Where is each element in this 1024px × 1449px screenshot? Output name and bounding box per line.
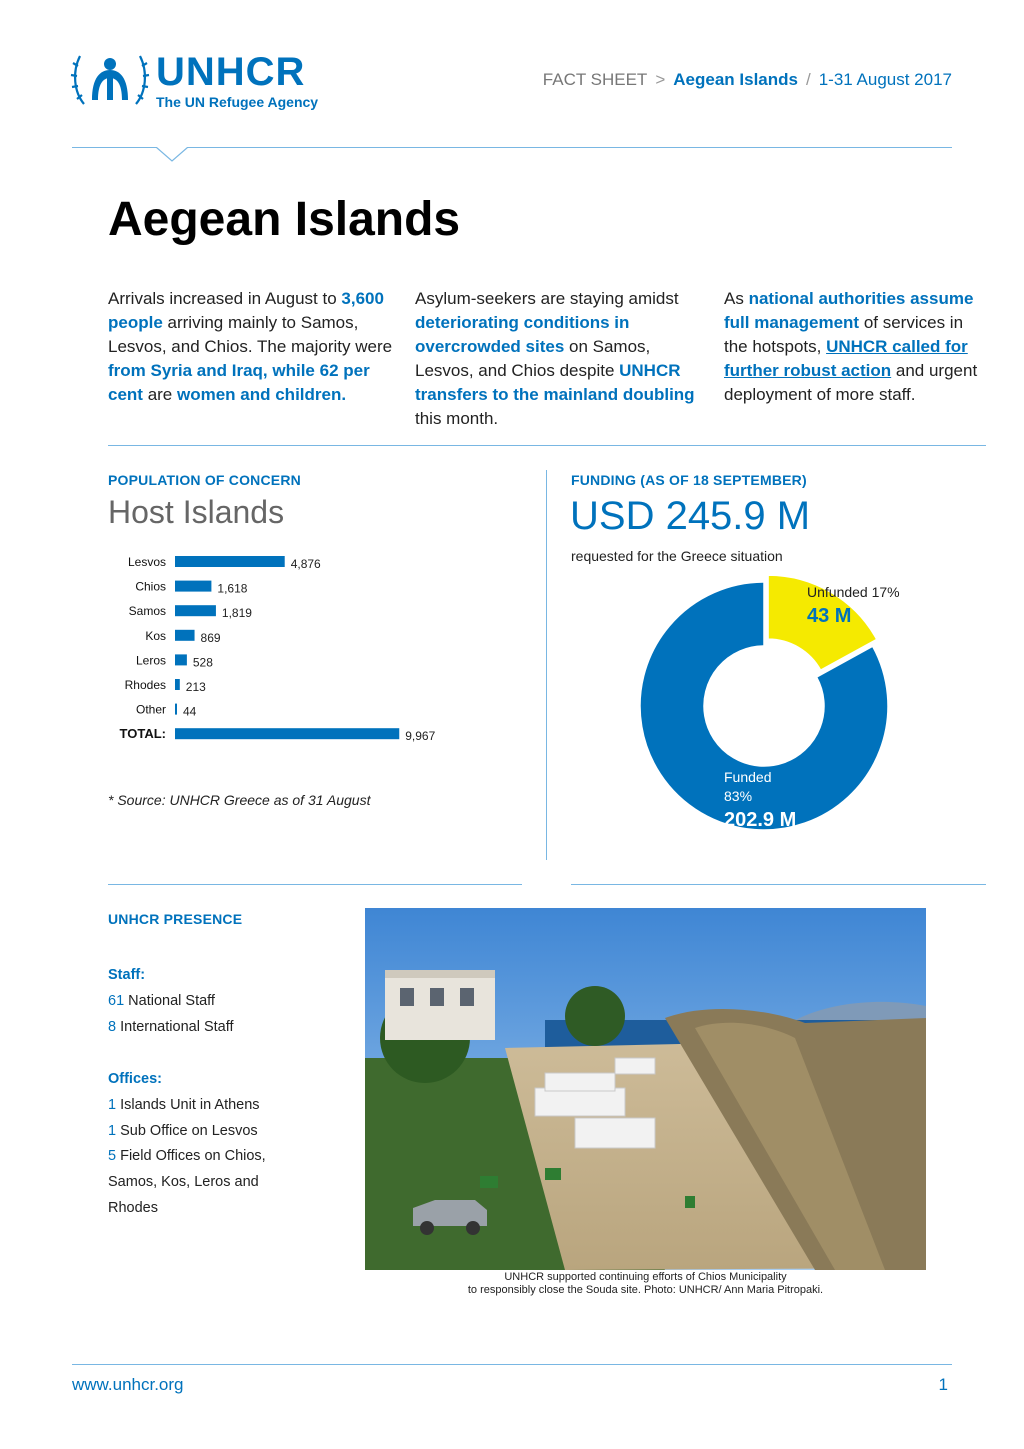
footer-divider <box>72 1364 952 1365</box>
page-title: Aegean Islands <box>108 193 461 246</box>
bar-category-label: Other <box>135 702 166 717</box>
unfunded-label: Unfunded 17% <box>807 584 900 600</box>
office-count: 1 <box>108 1097 117 1113</box>
office-item <box>108 1148 266 1164</box>
staff-label: International Staff <box>116 1019 234 1035</box>
bar-leros <box>175 654 187 665</box>
bar-value-label: 213 <box>185 680 206 694</box>
breadcrumb-separator: > <box>655 70 666 89</box>
highlight-column-2 <box>415 287 705 431</box>
staff-item <box>108 993 215 1009</box>
highlight-text: of services in the hotspots, <box>724 313 964 356</box>
office-label: Field Offices on Chios, <box>116 1148 266 1164</box>
highlight-text: are <box>142 385 177 404</box>
breadcrumb-slash: / <box>805 70 811 89</box>
source-note: * Source: UNHCR Greece as of 31 August <box>108 792 371 808</box>
photo-caption-line: to responsibly close the Souda site. Photo: UNHCR/ Ann Maria Pitropaki. <box>467 1284 824 1296</box>
bar-samos <box>175 605 216 616</box>
header-notch-icon <box>155 147 189 163</box>
offices-heading: Offices: <box>108 1071 162 1087</box>
unhcr-logo <box>70 48 350 118</box>
photo-illustration <box>365 908 926 1270</box>
doc-type: FACT SHEET <box>542 70 648 89</box>
office-item <box>108 1123 258 1139</box>
bar-category-label: Kos <box>145 628 166 643</box>
office-item-continued: Rhodes <box>108 1200 158 1216</box>
staff-count: 61 <box>108 993 125 1009</box>
office-label: Islands Unit in Athens <box>116 1097 260 1113</box>
bar-other <box>175 704 177 715</box>
funded-amount: 202.9 M <box>724 809 797 831</box>
unfunded-amount: 43 M <box>807 605 852 627</box>
highlight-text: Arrivals increased in August to <box>108 289 342 308</box>
highlight-emphasis: UNHCR transfers to the mainland doubling <box>415 361 695 404</box>
logo-name: UNHCR <box>156 50 306 94</box>
breadcrumb-location: Aegean Islands <box>673 70 798 89</box>
funded-percent: 83% <box>724 788 753 804</box>
bar-category-label: Leros <box>135 653 166 668</box>
office-label: Sub Office on Lesvos <box>116 1123 258 1139</box>
logo-tagline: The UN Refugee Agency <box>156 94 319 110</box>
bar-value-label: 9,967 <box>405 729 436 744</box>
page-number: 1 <box>938 1375 948 1394</box>
host-islands-subtitle: Host Islands <box>108 494 285 530</box>
bar-rhodes <box>175 679 180 690</box>
breadcrumb-period: 1-31 August 2017 <box>818 70 952 89</box>
bar-chios <box>175 581 211 592</box>
header-divider <box>72 147 952 148</box>
bar-lesvos <box>175 556 285 567</box>
bar-category-label: Chios <box>135 579 166 594</box>
bar-category-label: Rhodes <box>124 678 166 692</box>
bar-total <box>175 728 399 739</box>
staff-count: 8 <box>108 1019 117 1035</box>
highlight-column-3 <box>724 287 984 407</box>
highlight-emphasis: women and children. <box>177 385 347 404</box>
highlights-divider <box>108 445 986 446</box>
funded-label: Funded <box>724 769 772 785</box>
highlight-text: on Samos, Lesvos, and Chios despite <box>415 337 651 380</box>
highlight-text: arriving mainly to Samos, Lesvos, and Chios. The majority were <box>108 313 393 356</box>
souda-site-photo <box>365 908 926 1270</box>
photo-caption <box>365 1271 926 1297</box>
office-item-continued: Samos, Kos, Leros and <box>108 1174 259 1190</box>
bar-value-label: 869 <box>200 630 221 645</box>
highlight-text: Asylum-seekers are staying amidst <box>415 289 679 308</box>
funding-subtitle: requested for the Greece situation <box>571 548 783 564</box>
office-count: 5 <box>108 1148 117 1164</box>
population-bar-chart <box>108 552 528 762</box>
bar-value-label: 1,819 <box>221 606 252 621</box>
highlight-text: and urgent deployment of more staff. <box>724 361 978 404</box>
left-section-divider <box>108 884 522 885</box>
office-item <box>108 1097 260 1113</box>
staff-label: National Staff <box>124 993 215 1009</box>
bar-value-label: 1,618 <box>217 581 248 596</box>
bar-category-label: TOTAL: <box>119 726 166 742</box>
highlight-emphasis: 3,600 people <box>108 289 384 332</box>
bar-category-label: Lesvos <box>127 555 166 569</box>
highlight-link[interactable]: UNHCR called for further robust action <box>724 337 968 380</box>
presence-section-label: UNHCR PRESENCE <box>108 911 243 927</box>
footer-url-link[interactable]: www.unhcr.org <box>72 1375 184 1394</box>
funding-amount: USD 245.9 M <box>570 494 811 538</box>
funding-section-label: FUNDING (AS OF 18 SEPTEMBER) <box>571 472 807 488</box>
photo-caption-line: UNHCR supported continuing efforts of Chios Municipality <box>504 1271 787 1283</box>
staff-heading: Staff: <box>108 967 146 983</box>
population-section-label: POPULATION OF CONCERN <box>108 472 301 488</box>
bar-value-label: 4,876 <box>290 557 321 571</box>
highlight-emphasis: from Syria and Iraq, while 62 per cent <box>108 361 370 404</box>
bar-category-label: Samos <box>128 604 166 619</box>
highlight-column-1 <box>108 287 398 407</box>
office-count: 1 <box>108 1123 117 1139</box>
highlight-text: this month. <box>415 409 499 428</box>
right-section-divider <box>571 884 986 885</box>
funding-donut-chart <box>630 572 920 862</box>
breadcrumb <box>543 70 952 90</box>
highlight-text: As <box>724 289 749 308</box>
staff-item <box>108 1019 234 1035</box>
section-vertical-divider <box>546 470 547 860</box>
unhcr-emblem-icon <box>70 48 150 112</box>
bar-value-label: 528 <box>192 655 213 670</box>
highlight-emphasis: national authorities assume full management <box>724 289 974 332</box>
bar-kos <box>175 630 195 641</box>
highlight-emphasis: deteriorating conditions in overcrowded sites <box>415 313 630 356</box>
bar-value-label: 44 <box>183 704 197 719</box>
